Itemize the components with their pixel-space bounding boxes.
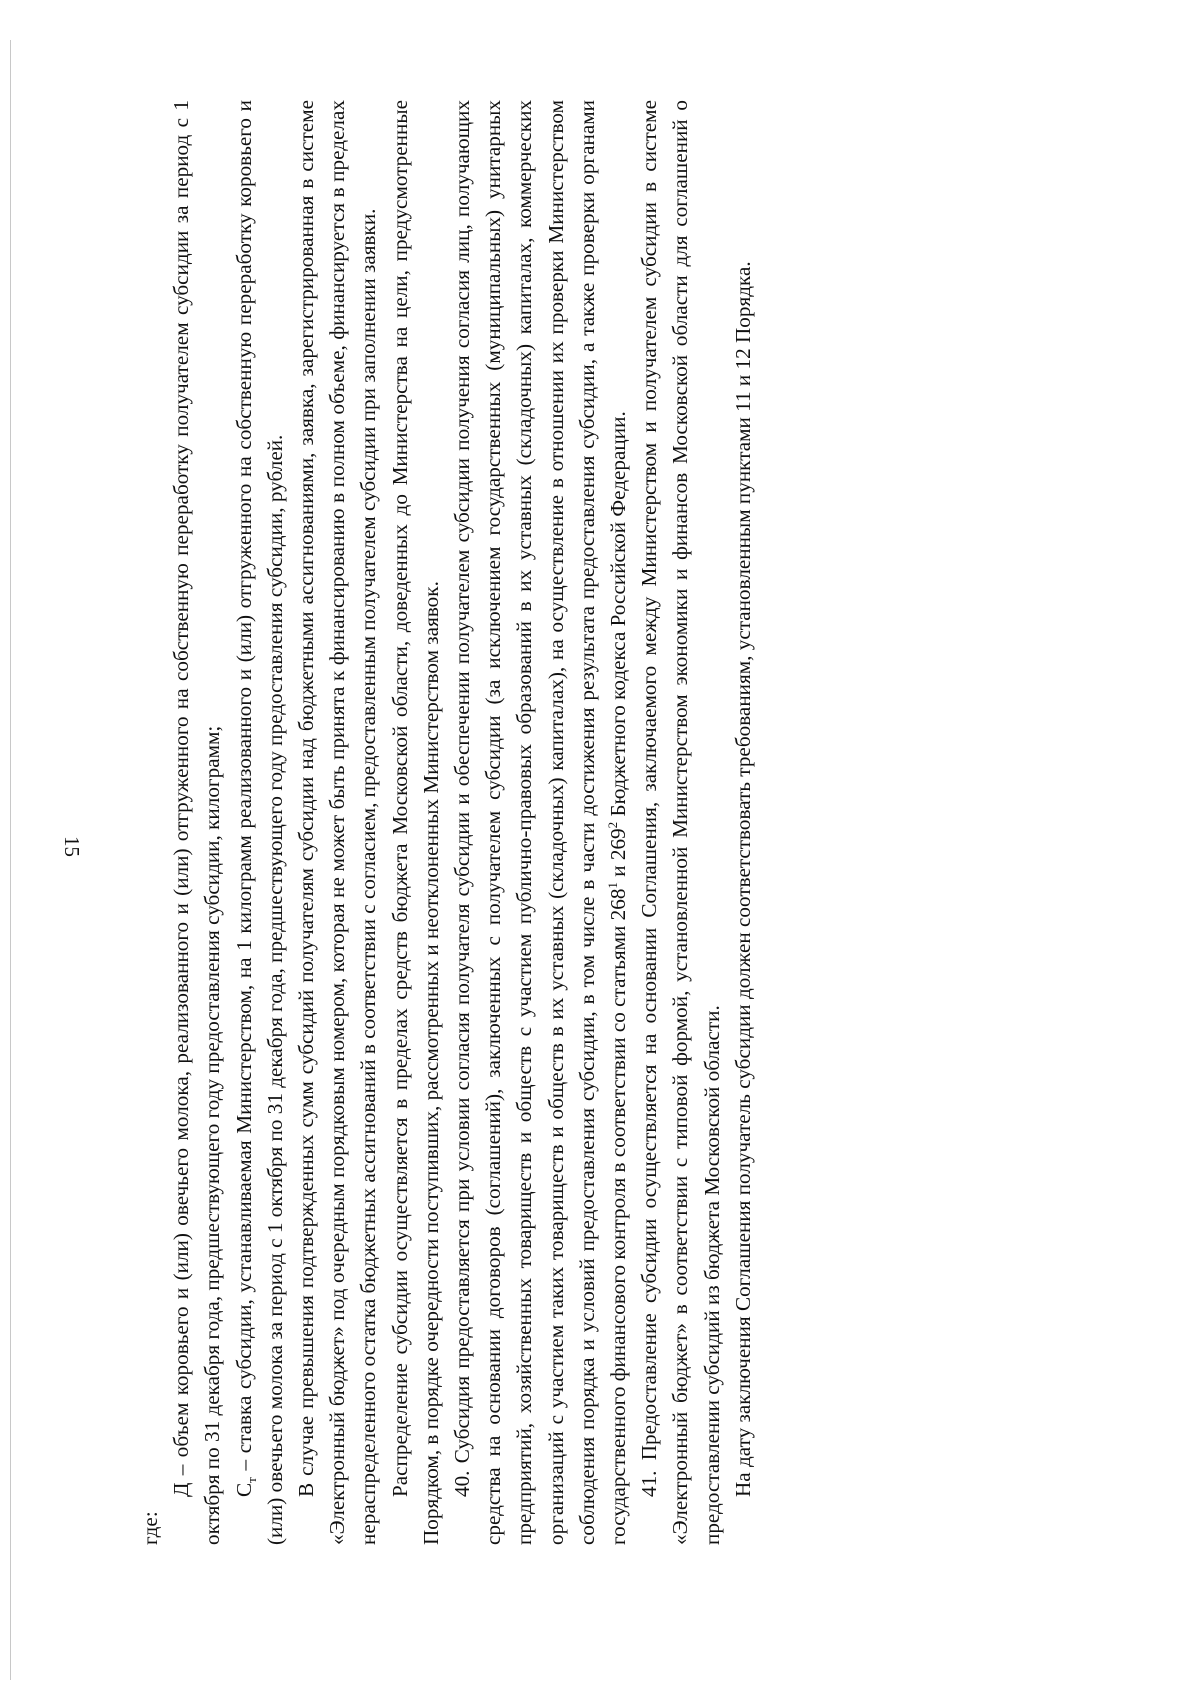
ct-definition-text: – ставка субсидии, устанавливаемая Министерством, на 1 килограмм реализованного и (или) отгруженного на собственную переработку коровьего и (или) овечьего молока за период с 1 октября по 31 декабря года, предшествующего году предоставления субсидии, рублей. [231,100,287,1545]
ct-subscript: т [243,1477,259,1483]
page-number: 15 [60,836,84,857]
paragraph-40 [447,100,634,1545]
ct-symbol: С [231,1482,256,1497]
paragraph-d-definition: Д – объем коровьего и (или) овечьего молока, реализованного и (или) отгруженного на собственную переработку получателем субсидии за период с 1 октября по 31 декабря года, предшествующего году предоставления субсидии, килограмм; [169,100,225,1545]
paragraph-41: 41. Предоставление субсидии осуществляется на основании Соглашения, заключаемого между Министерством и получателем субсидии в системе «Электронный бюджет» в соответствии с типовой формой, установленной Министерством экономики и финансов Московской области для соглашений о предоставлении субсидий из бюджета Московской области. [637,100,724,1545]
paragraph-40-text-2: и 269 [606,828,631,883]
paragraph-ct-definition [229,100,291,1545]
scan-page-edge [10,40,11,1680]
article-269-superscript: 2 [604,821,620,829]
paragraph-excess-ceiling: В случае превышения подтвержденных сумм субсидий получателям субсидии над бюджетными ассигнованиями, заявка, зарегистрированная в системе «Электронный бюджет» под очередным порядковым номером, которая не может быть принята к финансированию в полном объеме, финансируется в пределах нераспределенного остатка бюджетных ассигнований в соответствии с согласием, предоставленным получателем субсидии при заполнении заявки. [294,100,381,1545]
article-268-superscript: 1 [604,882,620,889]
paragraph-agreement-date: На дату заключения Соглашения получатель субсидии должен соответствовать требованиям, установленным пунктами 11 и 12 Порядка. [730,261,755,1497]
document-body [135,100,759,1545]
where-label: где: [138,1511,162,1545]
paragraph-40-text-3: Бюджетного кодекса Российской Федерации. [606,411,631,822]
paragraph-distribution: Распределение субсидии осуществляется в пределах средств бюджета Московской области, доведенных до Министерства на цели, предусмотренные Порядком, в порядке очередности поступивших, рассмотренных и неотклоненных Министерством заявок. [387,100,443,1545]
paragraph-40-text-1: 40. Субсидия предоставляется при условии согласия получателя субсидии и обеспечении получателем субсидии получения согласия лиц, получающих средства на основании договоров (соглашений), заключенных с получателем субсидии (за исключением государственных (муниципальных) унитарных предприятий, хозяйственных товариществ и обществ с участием публично-правовых образований в их уставных (складочных) капиталах, коммерческих организаций с участием таких товариществ и обществ в их уставных (складочных) капиталах), на осуществление в отношении их проверки Министерством соблюдения порядка и условий предоставления субсидии, в том числе в части достижения результата предоставления субсидии, а также проверки органами государственного финансового контроля в соответствии со статьями 268 [450,100,631,1545]
